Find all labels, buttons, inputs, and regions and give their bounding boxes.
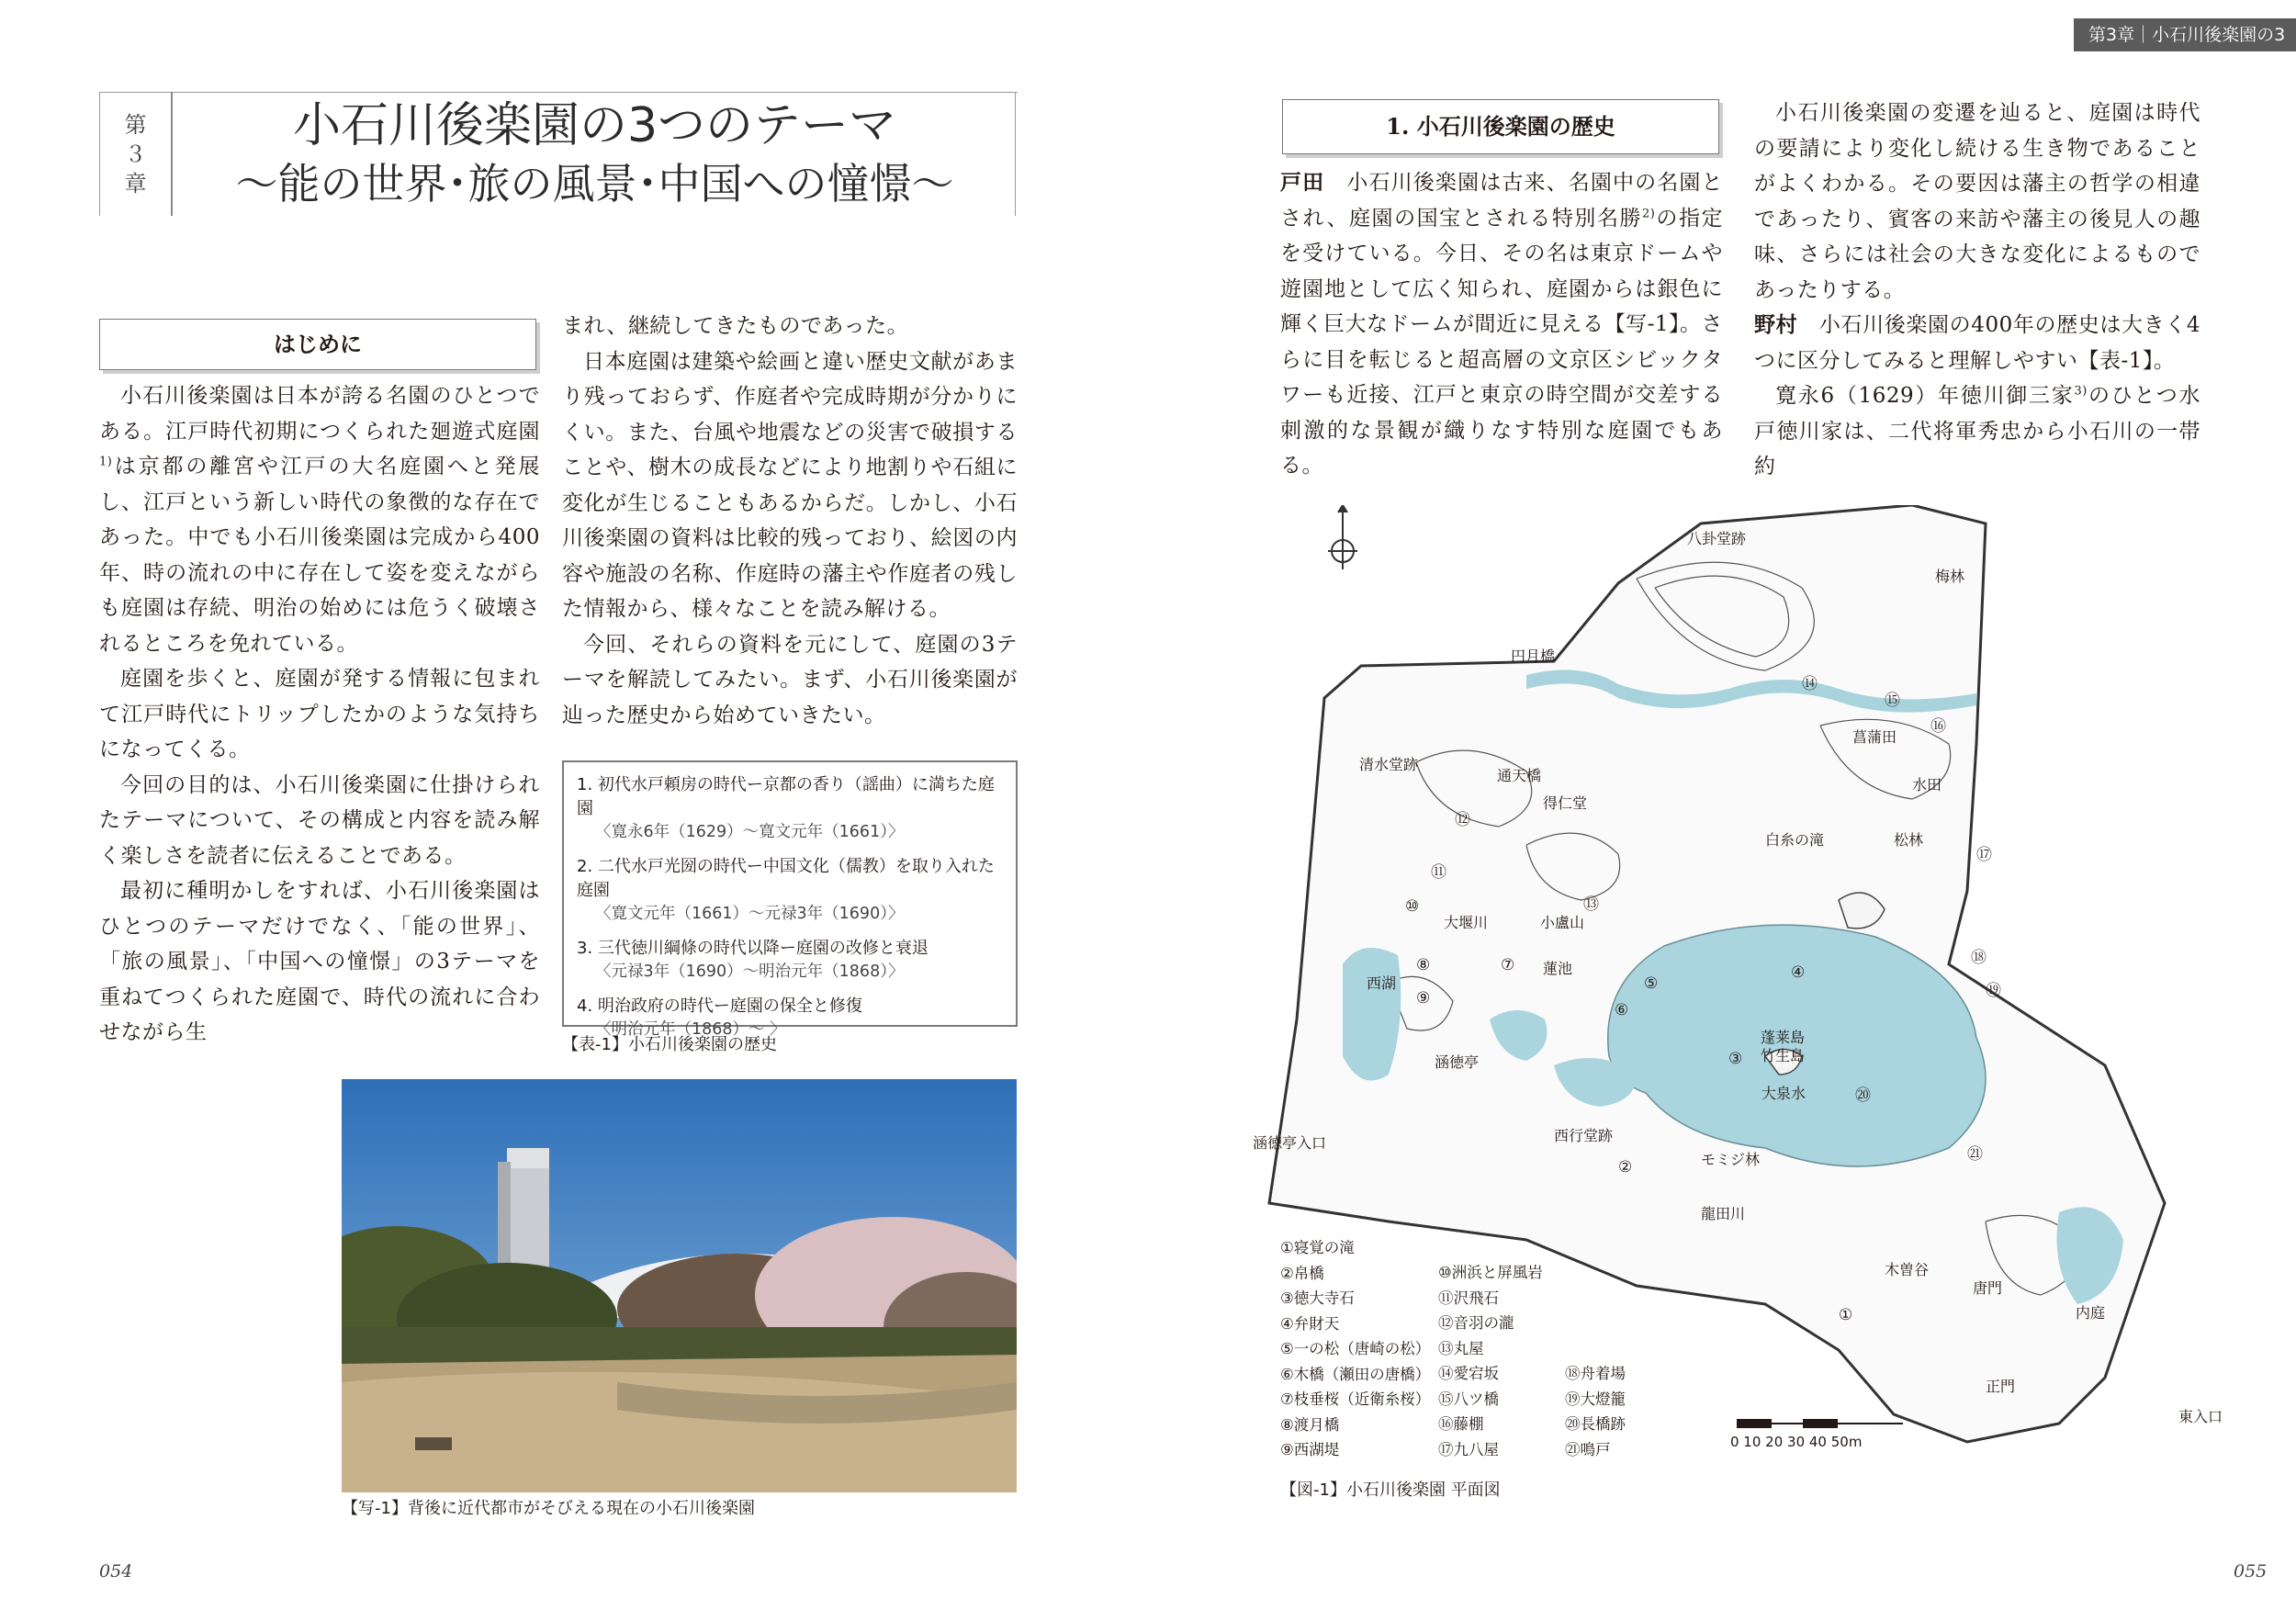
map-label: 涵徳亭 bbox=[1435, 1053, 1480, 1071]
map-number: ⑱ bbox=[1971, 949, 1986, 967]
intro-column-2 bbox=[562, 309, 1018, 733]
garden-photo bbox=[342, 1079, 1017, 1492]
map-number: ⑩ bbox=[1405, 897, 1420, 916]
map-label: 大堰川 bbox=[1444, 914, 1489, 931]
paragraph: 寛永6（1629）年徳川御三家$^{3)}$のひとつ水戸徳川家は、二代将軍秀忠から小石川の一帯約 bbox=[1754, 384, 2200, 478]
map-label: 円月橋 bbox=[1511, 647, 1556, 665]
map-label: 松林 bbox=[1894, 831, 1924, 849]
legend-item: ④弁財天 bbox=[1280, 1314, 1340, 1333]
paragraph: 今回、それらの資料を元にして、庭園の3テーマを解読してみたい。まず、小石川後楽園が辿った歴史から始めていきたい。 bbox=[562, 632, 1018, 727]
map-label: 内庭 bbox=[2076, 1304, 2106, 1322]
map-legend-column-2 bbox=[1438, 1260, 1543, 1462]
legend-item: ②帛橋 bbox=[1280, 1264, 1324, 1282]
section1-column-2 bbox=[1754, 96, 2200, 485]
footnote-ref: 1) bbox=[99, 455, 113, 469]
map-number: ㉑ bbox=[1967, 1145, 1983, 1164]
page-number-left: 054 bbox=[99, 1561, 133, 1582]
legend-item: ㉑鳴戸 bbox=[1565, 1440, 1611, 1458]
paragraph: 小石川後楽園は日本が誇る名園のひとつである。江戸時代初期につくられた廻遊式庭園$^{1)}$は京都の離宮や江戸の大名庭園へと発展し、江戸という新しい時代の象徴的な存在であった。中でも小石川後楽園は完成から400年、時の流れの中に存在して姿を変えながらも庭園は存続、明治の始めには危うく破壊されるところを免れている。 bbox=[99, 384, 540, 656]
chapter-char: ３ bbox=[124, 141, 147, 167]
map-number: ⑰ bbox=[1976, 846, 1992, 864]
map-number: ⑳ bbox=[1855, 1086, 1871, 1105]
photo-caption: 【写-1】背後に近代都市がそびえる現在の小石川後楽園 bbox=[342, 1499, 755, 1518]
history-period: 1. 初代水戸頼房の時代ー京都の香り（謡曲）に満ちた庭園 bbox=[577, 775, 995, 818]
map-label: 菖蒲田 bbox=[1852, 728, 1897, 746]
map-legend-column-3 bbox=[1565, 1361, 1626, 1462]
paragraph: 戸田 小石川後楽園は古来、名園中の名園とされ、庭園の国宝とされる特別名勝$^{2)}$の指定を受けている。今日、その名は東京ドームや遊園地として広く知られ、庭園からは銀色に輝く巨大なドームが間近に見える【写-1】。さらに目を転じると超高層の文京区シビックタワーも近接、江戸と東京の時空間が交差する刺激的な景観が織りなす特別な庭園でもある。 bbox=[1280, 170, 1724, 478]
history-dates: 〈寛永6年（1629）〜寛文元年（1661）〉 bbox=[595, 823, 905, 841]
history-period: 3. 三代徳川綱條の時代以降ー庭園の改修と衰退 bbox=[577, 939, 929, 958]
legend-item: ③徳大寺石 bbox=[1280, 1289, 1355, 1307]
garden-photo-image bbox=[342, 1079, 1017, 1492]
map-number: ⑬ bbox=[1583, 895, 1599, 914]
paragraph: 野村 小石川後楽園の400年の歴史は大きく4つに区分してみると理解しやすい【表-1】。 bbox=[1754, 312, 2201, 373]
scale-label: 0 10 20 30 40 50m bbox=[1730, 1434, 1863, 1450]
history-table bbox=[562, 760, 1018, 1039]
chapter-title-main: 小石川後楽園の3つのテーマ bbox=[292, 98, 897, 153]
map-number: ⑦ bbox=[1501, 956, 1515, 974]
history-dates: 〈元禄3年（1690）〜明治元年（1868）〉 bbox=[595, 962, 905, 981]
chapter-title bbox=[174, 92, 1015, 211]
map-label: 正門 bbox=[1986, 1378, 2016, 1395]
legend-item: ⑤一の松（唐崎の松） bbox=[1280, 1340, 1431, 1357]
table-caption: 【表-1】小石川後楽園の歴史 bbox=[562, 1035, 777, 1054]
chapter-char: 章 bbox=[124, 170, 147, 197]
map-caption: 【図-1】小石川後楽園 平面図 bbox=[1280, 1480, 1501, 1500]
map-number: ⑲ bbox=[1986, 982, 2001, 1000]
map-label: 涵徳亭入口 bbox=[1253, 1134, 1327, 1152]
history-period: 2. 二代水戸光圀の時代ー中国文化（儒教）を取り入れた庭園 bbox=[577, 857, 995, 900]
map-number: ② bbox=[1618, 1158, 1633, 1176]
paragraph: 最初に種明かしをすれば、小石川後楽園はひとつのテーマだけでなく、「能の世界」、「旅の風景」、「中国への憧憬」の3テーマを重ねてつくられた庭園で、時代の流れに合わせながら生 bbox=[99, 879, 540, 1044]
legend-item: ⑩洲浜と屏風岩 bbox=[1438, 1264, 1543, 1281]
map-label: 清水堂跡 bbox=[1359, 756, 1419, 773]
map-label: モミジ林 bbox=[1701, 1151, 1761, 1168]
history-dates: 〈明治元年（1868）〜 〉 bbox=[595, 1020, 786, 1039]
history-table-item bbox=[577, 855, 1003, 926]
map-label: 小盧山 bbox=[1540, 914, 1585, 931]
scale-bar bbox=[1738, 1420, 1903, 1427]
legend-item: ⑳長橋跡 bbox=[1565, 1415, 1626, 1433]
map-label: 白糸の滝 bbox=[1765, 831, 1825, 849]
map-label: 東入口 bbox=[2178, 1408, 2223, 1425]
map-legend-column-1 bbox=[1280, 1235, 1430, 1463]
intro-heading: はじめに bbox=[99, 319, 536, 370]
paragraph: まれ、継続してきたものであった。 bbox=[562, 314, 909, 338]
section-heading: 1. 小石川後楽園の歴史 bbox=[1282, 99, 1719, 154]
map-number: ⑧ bbox=[1416, 956, 1431, 974]
paragraph: 小石川後楽園の変遷を辿ると、庭園は時代の要請により変化し続ける生き物であることがよくわかる。その要因は藩主の哲学の相違であったり、賓客の来訪や藩主の後見人の趣味、さらには社会の大きな変化によるものであったりする。 bbox=[1754, 101, 2200, 302]
north-arrow-icon bbox=[1328, 505, 1357, 569]
map-label: 唐門 bbox=[1973, 1279, 2003, 1297]
map-number: ⑫ bbox=[1455, 811, 1470, 829]
section1-column-1 bbox=[1280, 165, 1723, 484]
map-label: 龍田川 bbox=[1701, 1205, 1746, 1222]
map-label: 八卦堂跡 bbox=[1687, 530, 1747, 547]
map-label: 通天橋 bbox=[1497, 767, 1542, 784]
map-label: 竹生島 bbox=[1761, 1047, 1806, 1064]
map-number: ⑯ bbox=[1930, 717, 1946, 736]
map-number: ⑭ bbox=[1802, 675, 1818, 693]
footnote-ref: 3) bbox=[2074, 384, 2088, 399]
legend-item: ⑨西湖堤 bbox=[1280, 1441, 1340, 1458]
history-dates: 〈寛文元年（1661）〜元禄3年（1690）〉 bbox=[595, 905, 905, 923]
legend-item: ⑪沢飛石 bbox=[1438, 1289, 1499, 1307]
legend-item: ⑰九八屋 bbox=[1438, 1440, 1499, 1458]
chapter-char: 第 bbox=[124, 111, 147, 138]
history-period: 4. 明治政府の時代ー庭園の保全と修復 bbox=[577, 996, 862, 1016]
map-label: 西行堂跡 bbox=[1554, 1127, 1614, 1144]
map-number: ⑤ bbox=[1644, 974, 1659, 993]
paragraph: 今回の目的は、小石川後楽園に仕掛けられたテーマについて、その構成と内容を読み解く楽しさを読者に伝えることである。 bbox=[99, 772, 540, 868]
map-label: 得仁堂 bbox=[1543, 794, 1588, 812]
chapter-title-sub: 〜能の世界･旅の風景･中国への憧憬〜 bbox=[235, 159, 954, 208]
history-table-item bbox=[577, 937, 1003, 984]
chapter-header-tag: 第3章｜小石川後楽園の3つのテーマ bbox=[2074, 18, 2296, 51]
map-number: ③ bbox=[1728, 1050, 1743, 1068]
map-number: ⑨ bbox=[1416, 989, 1431, 1007]
legend-item: ⑬丸屋 bbox=[1438, 1339, 1484, 1357]
legend-item: ⑦枝垂桜（近衛糸桜） bbox=[1280, 1390, 1431, 1408]
map-label: 蓬莱島 bbox=[1761, 1029, 1806, 1046]
legend-item: ⑫音羽の瀧 bbox=[1438, 1314, 1514, 1332]
legend-item: ⑭愛宕坂 bbox=[1438, 1365, 1499, 1382]
map-label: 水田 bbox=[1912, 776, 1942, 794]
chapter-number-vertical bbox=[99, 92, 173, 216]
legend-item: ⑮八ツ橋 bbox=[1438, 1390, 1499, 1408]
map-number: ④ bbox=[1791, 963, 1806, 982]
chapter-frame-line bbox=[1015, 92, 1016, 216]
paragraph: 庭園を歩くと、庭園が発する情報に包まれて江戸時代にトリップしたかのような気持ちになってくる。 bbox=[99, 667, 540, 761]
page-number-right: 055 bbox=[2234, 1561, 2268, 1582]
speaker-name: 戸田 bbox=[1280, 170, 1325, 195]
map-number: ① bbox=[1839, 1306, 1853, 1324]
legend-item: ⑲大燈籠 bbox=[1565, 1390, 1626, 1408]
map-label: 大泉水 bbox=[1761, 1085, 1806, 1102]
map-label: 木曽谷 bbox=[1885, 1261, 1930, 1278]
paragraph: 日本庭園は建築や絵画と違い歴史文献があまり残っておらず、作庭者や完成時期が分かりにくい。また、台風や地震などの災害で破損することや、樹木の成長などにより地割りや石組に変化が生じることもあるからだ。しかし、小石川後楽園の資料は比較的残っており、絵図の内容や施設の名称、作庭時の藩主や作庭者の残した情報から、様々なことを読み解ける。 bbox=[562, 349, 1018, 621]
footnote-ref: 2) bbox=[1642, 206, 1656, 220]
legend-item: ⑱舟着場 bbox=[1565, 1365, 1626, 1382]
legend-item: ⑧渡月橋 bbox=[1280, 1415, 1340, 1434]
map-number: ⑮ bbox=[1885, 692, 1900, 710]
legend-item: ⑯藤棚 bbox=[1438, 1415, 1484, 1433]
map-label: 梅林 bbox=[1935, 568, 1965, 585]
map-number: ⑥ bbox=[1615, 1001, 1629, 1019]
legend-item: ①寝覚の滝 bbox=[1280, 1239, 1355, 1256]
map-number: ⑪ bbox=[1431, 863, 1446, 882]
map-label: 西湖 bbox=[1367, 974, 1397, 992]
intro-column-1 bbox=[99, 378, 540, 1051]
history-table-item bbox=[577, 773, 1003, 844]
map-label: 蓮池 bbox=[1543, 960, 1573, 977]
speaker-name: 野村 bbox=[1754, 312, 1798, 337]
legend-item: ⑥木橋（瀬田の唐橋） bbox=[1280, 1365, 1431, 1383]
